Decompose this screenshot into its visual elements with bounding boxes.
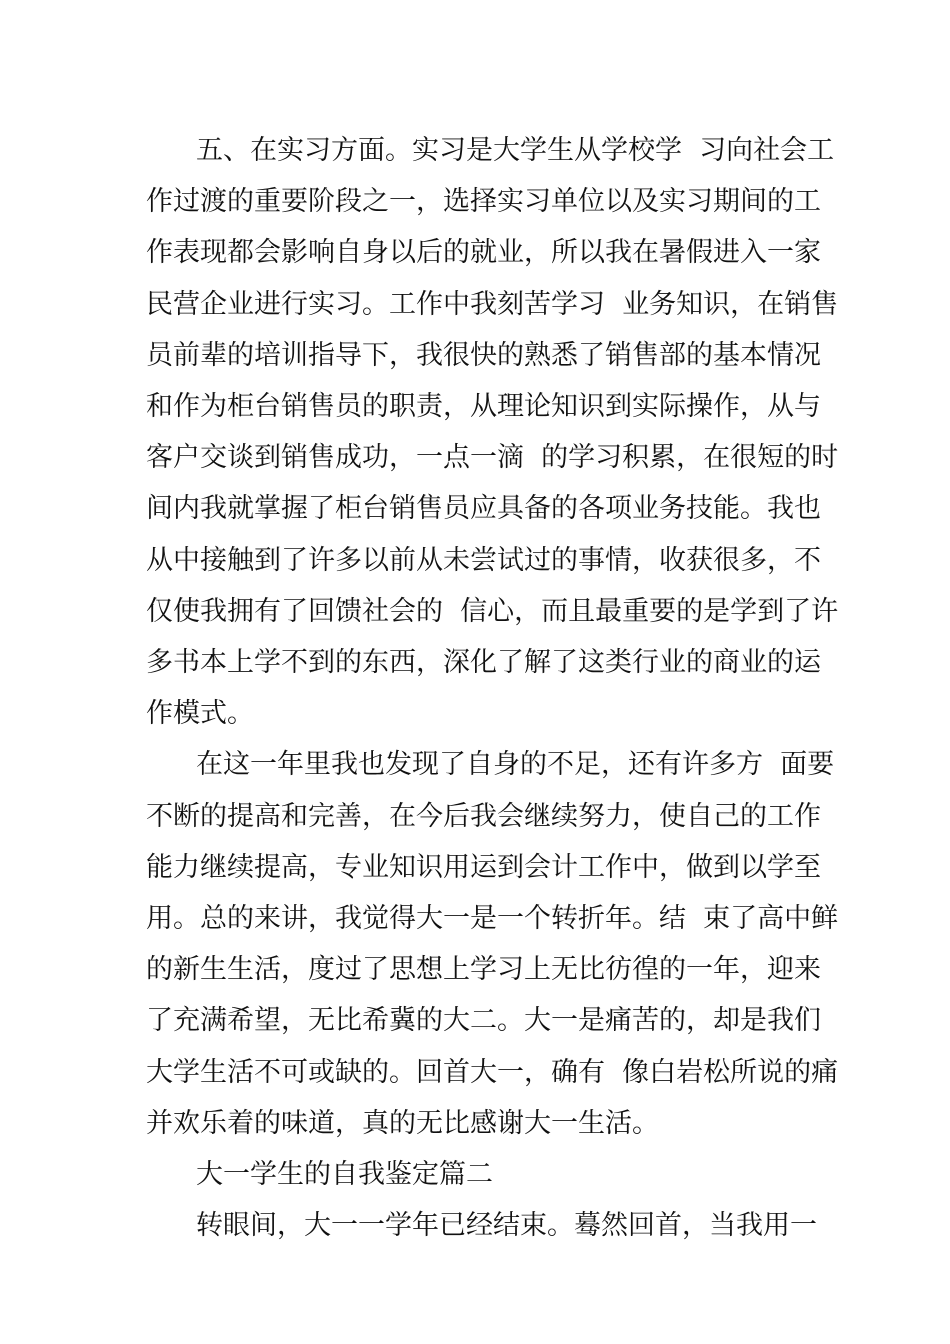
- paragraph-line: 民营企业进行实习。工作中我刻苦学习 业务知识，在销售: [146, 288, 839, 320]
- paragraph-line: 用。总的来讲，我觉得大一是一个转折年。结 束了高中鲜: [146, 903, 839, 934]
- paragraph-line: 作模式。: [146, 698, 254, 730]
- paragraph-line: 多书本上学不到的东西，深化了解了这类行业的商业的运: [146, 647, 821, 678]
- paragraph-line: 仅使我拥有了回馈社会的 信心，而且最重要的是学到了许: [146, 595, 839, 627]
- paragraph-line: 从中接触到了许多以前从未尝试过的事情，收获很多，不: [146, 544, 821, 576]
- paragraph-line: 了充满希望，无比希冀的大二。大一是痛苦的，却是我们: [146, 1005, 821, 1037]
- paragraph-first-line: 大一学生的自我鉴定篇二: [196, 1159, 493, 1190]
- paragraph-line: 作表现都会影响自身以后的就业，所以我在暑假进入一家: [146, 237, 821, 269]
- paragraph-line: 大学生活不可或缺的。回首大一，确有 像白岩松所说的痛: [146, 1056, 839, 1088]
- paragraph-first-line: 在这一年里我也发现了自身的不足，还有许多方 面要: [196, 749, 835, 781]
- paragraph-line: 的新生生活，度过了思想上学习上无比彷徨的一年，迎来: [146, 954, 821, 986]
- paragraph-first-line: 转眼间，大一一学年已经结束。蓦然回首，当我用一: [196, 1210, 817, 1242]
- paragraph-line: 客户交谈到销售成功，一点一滴 的学习积累，在很短的时: [146, 442, 839, 474]
- paragraph-line: 不断的提高和完善，在今后我会继续努力，使自己的工作: [146, 800, 821, 832]
- paragraph-line: 并欢乐着的味道，真的无比感谢大一生活。: [146, 1107, 659, 1139]
- paragraph-line: 员前辈的培训指导下，我很快的熟悉了销售部的基本情况: [146, 339, 821, 371]
- paragraph-first-line: 五、在实习方面。实习是大学生从学校学 习向社会工: [196, 135, 835, 166]
- paragraph-line: 作过渡的重要阶段之一，选择实习单位以及实习期间的工: [146, 186, 821, 218]
- paragraph-line: 能力继续提高，专业知识用运到会计工作中，做到以学至: [146, 851, 821, 883]
- paragraph-line: 和作为柜台销售员的职责，从理论知识到实际操作，从与: [146, 391, 821, 422]
- paragraph-line: 间内我就掌握了柜台销售员应具备的各项业务技能。我也: [146, 493, 821, 525]
